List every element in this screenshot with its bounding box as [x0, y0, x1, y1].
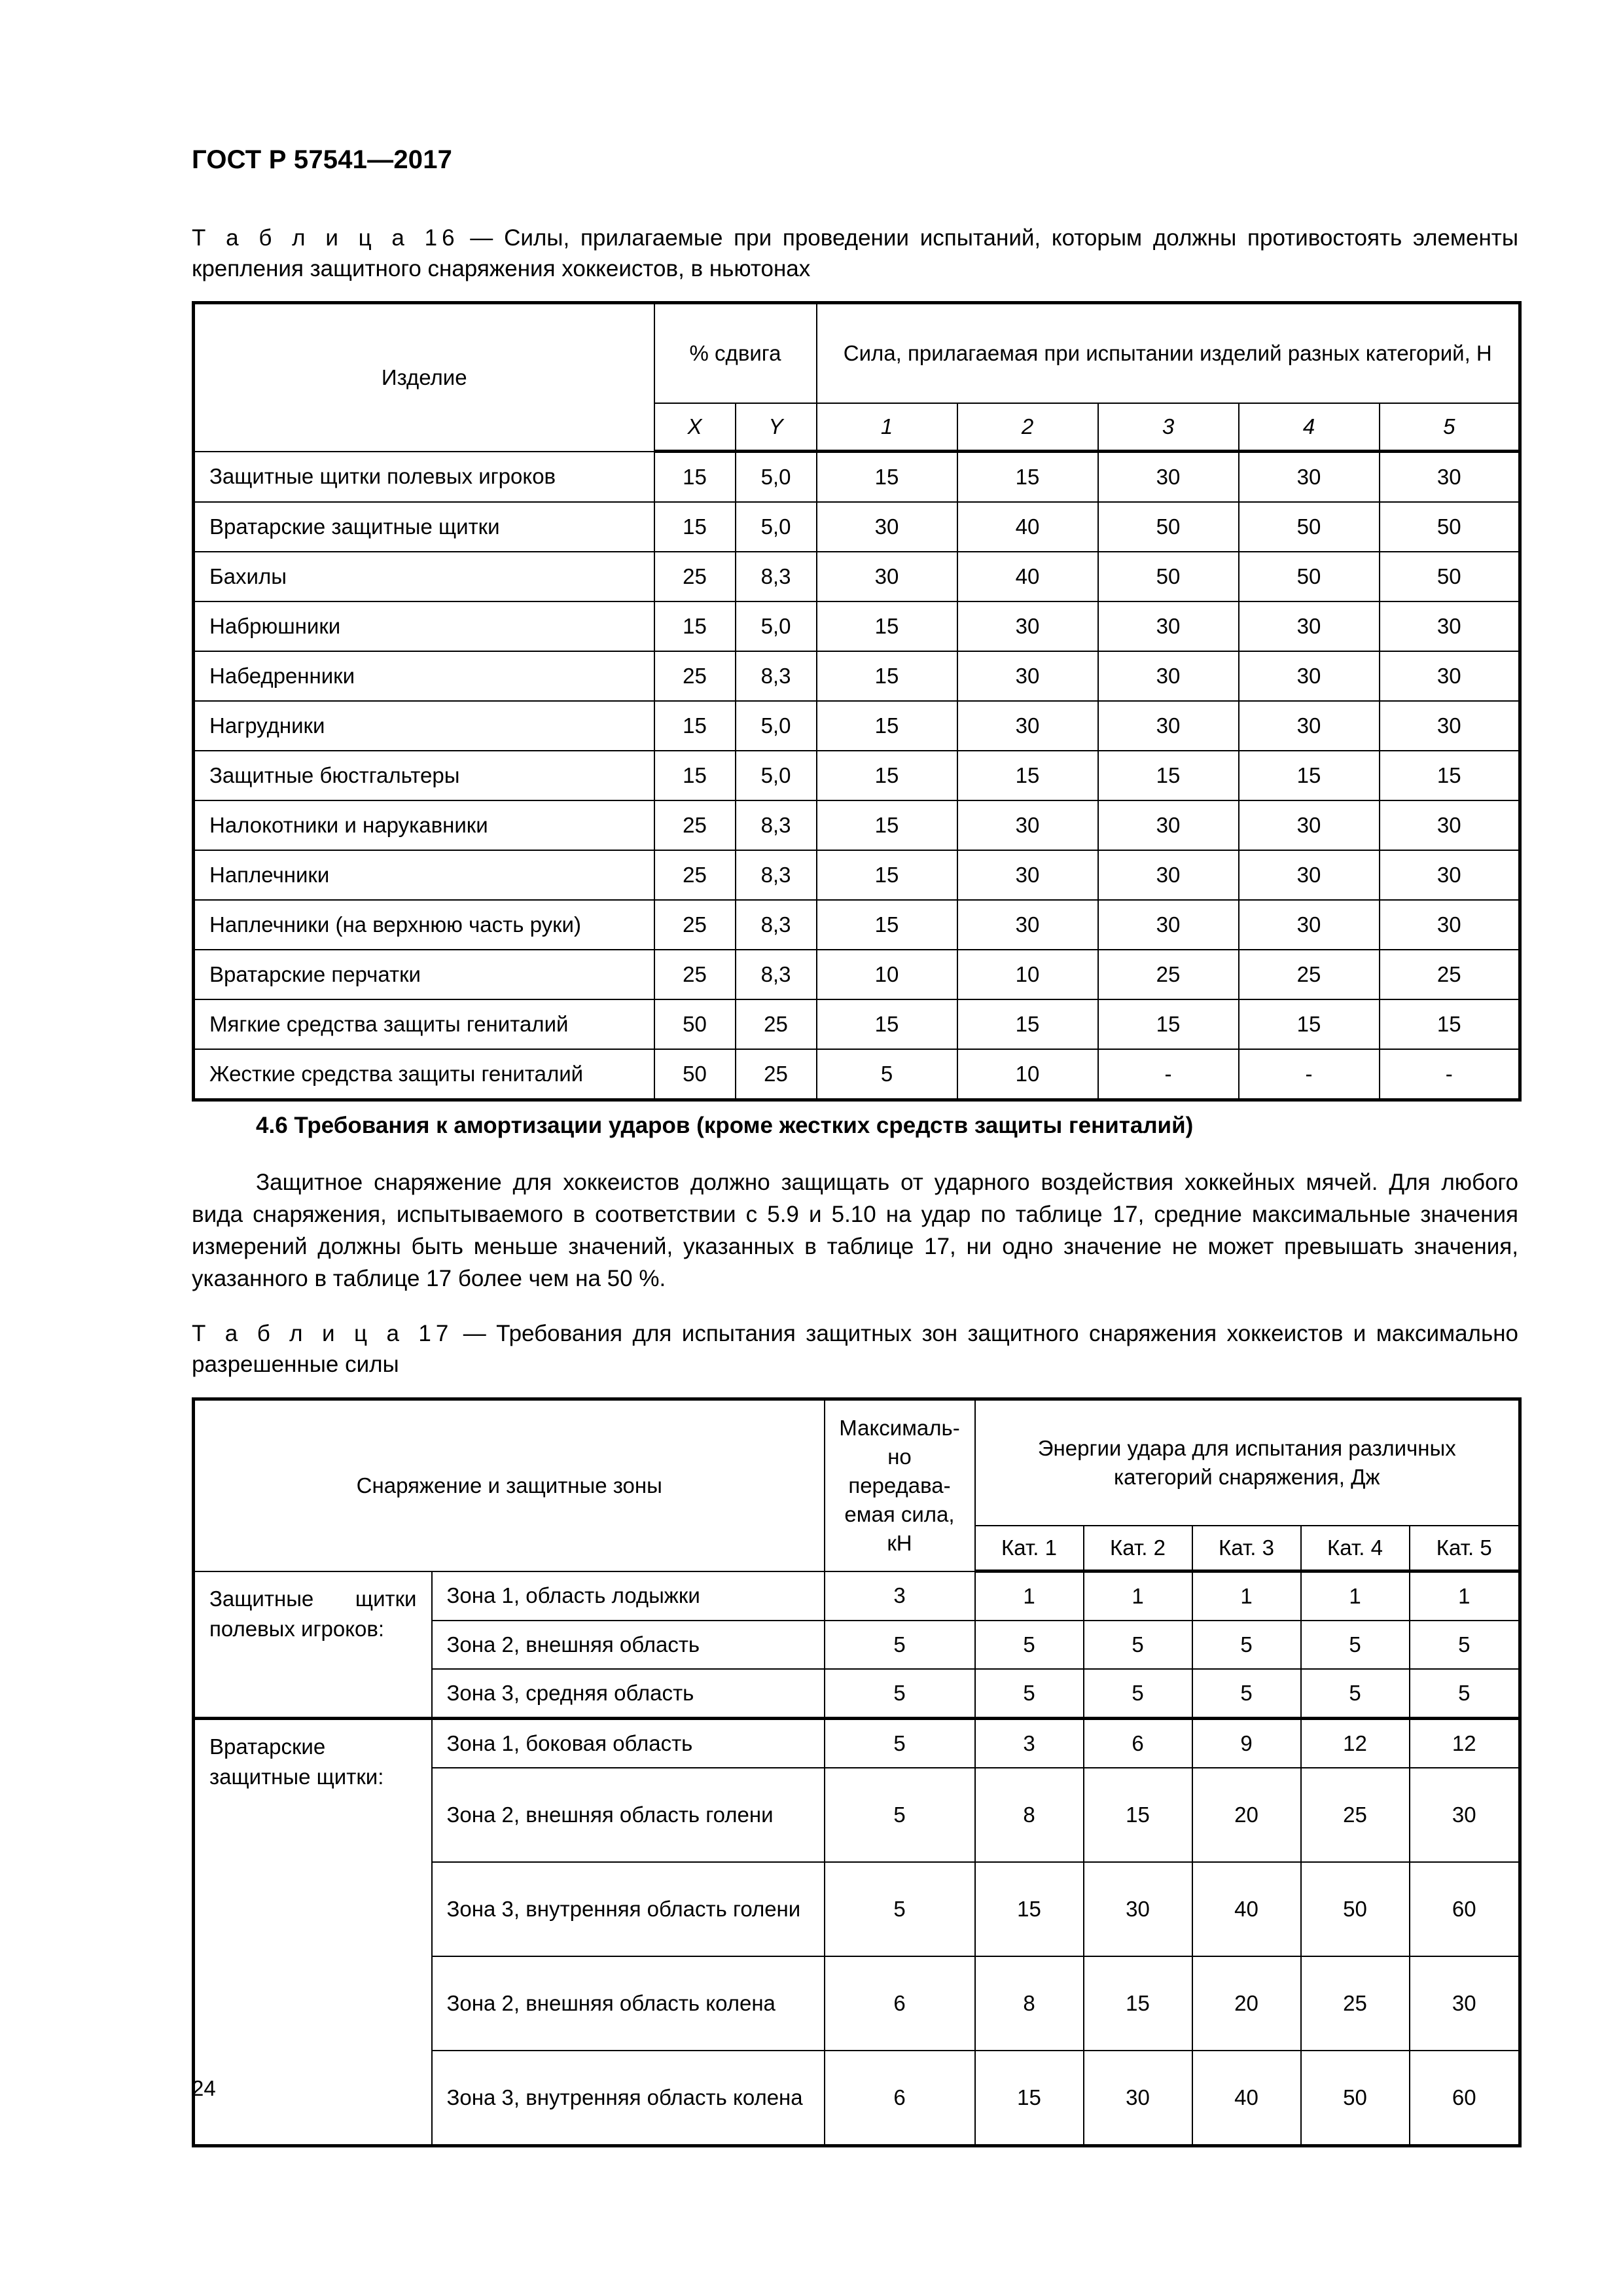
table17-header-max-force: Максималь-но передава-емая сила, кН [825, 1399, 975, 1571]
table17-caption-dash: — [453, 1321, 497, 1346]
table16-cell-shift-x: 25 [654, 850, 736, 900]
table17-cell-max-force: 6 [825, 1956, 975, 2051]
table16-cell-product: Защитные щитки полевых игроков [194, 452, 654, 503]
table17-cell-cat2: 15 [1084, 1956, 1192, 2051]
table16-cell-cat3: 30 [1098, 601, 1239, 651]
table17-cell-equipment-group: Защитные щитки полевых игроков: [194, 1571, 432, 1719]
table16-cell-cat4: 30 [1239, 452, 1380, 503]
table16-cell-cat5: 50 [1380, 552, 1520, 601]
table16-cell-shift-x: 50 [654, 1049, 736, 1100]
table16-cell-cat4: 30 [1239, 701, 1380, 751]
table17-cell-cat5: 30 [1410, 1956, 1520, 2051]
table16-cell-cat5: 30 [1380, 452, 1520, 503]
table17-cell-cat1: 1 [975, 1571, 1084, 1621]
table17-cell-cat3: 40 [1192, 1862, 1301, 1956]
table16-caption-label: Т а б л и ц а 16 [192, 225, 459, 251]
table16-cell-shift-y: 8,3 [736, 651, 817, 701]
table17-cell-cat1: 3 [975, 1719, 1084, 1768]
table17-cell-cat2: 1 [1084, 1571, 1192, 1621]
table16-cell-shift-y: 8,3 [736, 552, 817, 601]
table16-cell-cat1: 15 [817, 452, 957, 503]
table16-cell-product: Защитные бюстгальтеры [194, 751, 654, 800]
table17-cell-cat1: 15 [975, 2051, 1084, 2146]
table16-cell-cat1: 10 [817, 950, 957, 999]
table16-cell-product: Налокотники и нарукавники [194, 800, 654, 850]
table16-cell-cat5: - [1380, 1049, 1520, 1100]
table16-cell-product: Бахилы [194, 552, 654, 601]
table16-cell-cat2: 40 [957, 552, 1098, 601]
table17-cell-cat5: 60 [1410, 1862, 1520, 1956]
table17-header-energy: Энергии удара для испытания различных категорий снаряжения, Дж [975, 1399, 1520, 1526]
table16-cell-shift-x: 15 [654, 452, 736, 503]
table17-cell-max-force: 3 [825, 1571, 975, 1621]
table16-cell-shift-y: 5,0 [736, 502, 817, 552]
table16-cell-cat1: 30 [817, 552, 957, 601]
table16-header-force: Сила, прилагаемая при испытании изделий разных категорий, Н [817, 303, 1520, 404]
table16-cell-cat3: 30 [1098, 850, 1239, 900]
table17-cell-cat5: 30 [1410, 1768, 1520, 1862]
table17-cell-cat2: 5 [1084, 1669, 1192, 1719]
table16-cell-product: Набедренники [194, 651, 654, 701]
table17-cell-max-force: 6 [825, 2051, 975, 2146]
table16-cell-shift-x: 50 [654, 999, 736, 1049]
table-row [194, 701, 1520, 751]
table16-caption-text: Силы, прилагаемые при проведении испытаний, которым должны противостоять элементы крепления защитного снаряжения хоккеистов, в ньютонах [192, 225, 1518, 281]
section-4-6-heading-container [192, 1110, 1518, 1141]
table16-cell-cat5: 30 [1380, 900, 1520, 950]
table16-cell-cat3: 15 [1098, 999, 1239, 1049]
table17-cell-zone: Зона 1, область лодыжки [432, 1571, 825, 1621]
table17-cell-cat3: 20 [1192, 1956, 1301, 2051]
table16-cell-cat2: 30 [957, 900, 1098, 950]
table16-subheader-cat3: 3 [1098, 403, 1239, 452]
table16-cell-cat1: 15 [817, 751, 957, 800]
table16-cell-shift-x: 25 [654, 900, 736, 950]
table-row [194, 502, 1520, 552]
table16-cell-cat4: 30 [1239, 900, 1380, 950]
table16-cell-shift-y: 5,0 [736, 701, 817, 751]
table16-cell-shift-x: 25 [654, 950, 736, 999]
table-row [194, 1719, 1520, 1768]
table16-cell-cat3: 50 [1098, 502, 1239, 552]
table-row [194, 1571, 1520, 1621]
table16-caption [192, 223, 1518, 284]
table16-cell-shift-y: 5,0 [736, 751, 817, 800]
table16-header-row-main [194, 303, 1520, 404]
table16-cell-shift-y: 8,3 [736, 900, 817, 950]
table16-cell-cat5: 30 [1380, 850, 1520, 900]
table16-cell-cat2: 30 [957, 651, 1098, 701]
table17-caption-text: Требования для испытания защитных зон защитного снаряжения хоккеистов и максимально разрешенные силы [192, 1321, 1518, 1377]
table16-cell-product: Вратарские защитные щитки [194, 502, 654, 552]
table16-cell-cat3: 15 [1098, 751, 1239, 800]
table16-cell-cat4: 30 [1239, 651, 1380, 701]
table16-cell-shift-x: 15 [654, 701, 736, 751]
table16-cell-cat1: 15 [817, 601, 957, 651]
table17-cell-cat4: 5 [1301, 1669, 1410, 1719]
table16-header-product: Изделие [194, 303, 654, 452]
table16-cell-cat5: 25 [1380, 950, 1520, 999]
table16-cell-shift-y: 8,3 [736, 950, 817, 999]
table17-cell-cat4: 1 [1301, 1571, 1410, 1621]
table17-cell-cat3: 5 [1192, 1621, 1301, 1669]
table17-subheader-cat5: Кат. 5 [1410, 1526, 1520, 1571]
table16-cell-cat4: 50 [1239, 552, 1380, 601]
table16-cell-cat5: 30 [1380, 601, 1520, 651]
table17-cell-cat5: 1 [1410, 1571, 1520, 1621]
table17-cell-cat2: 30 [1084, 1862, 1192, 1956]
table17-cell-cat4: 12 [1301, 1719, 1410, 1768]
section-4-6-heading: 4.6 Требования к амортизации ударов (кроме жестких средств защиты гениталий) [256, 1113, 1194, 1138]
table17-header-row-main [194, 1399, 1520, 1526]
table17-cell-zone: Зона 2, внешняя область голени [432, 1768, 825, 1862]
table17-header-equipment-zones: Снаряжение и защитные зоны [194, 1399, 825, 1571]
page-number: 24 [192, 2076, 216, 2100]
table-row [194, 452, 1520, 503]
table17-cell-cat1: 8 [975, 1768, 1084, 1862]
table17-cell-cat4: 50 [1301, 1862, 1410, 1956]
table16-cell-cat3: 30 [1098, 452, 1239, 503]
table16-cell-shift-x: 25 [654, 552, 736, 601]
table17-cell-cat3: 9 [1192, 1719, 1301, 1768]
table16-cell-cat1: 15 [817, 999, 957, 1049]
table-row [194, 850, 1520, 900]
table-row [194, 800, 1520, 850]
table16-cell-cat1: 15 [817, 900, 957, 950]
table16-cell-cat3: 30 [1098, 701, 1239, 751]
table16-cell-cat3: - [1098, 1049, 1239, 1100]
table16-cell-product: Мягкие средства защиты гениталий [194, 999, 654, 1049]
table16-cell-cat5: 50 [1380, 502, 1520, 552]
table16-cell-cat4: - [1239, 1049, 1380, 1100]
table16-header-shift-percent: % сдвига [654, 303, 817, 404]
table16-cell-shift-y: 8,3 [736, 800, 817, 850]
table16-cell-shift-x: 25 [654, 800, 736, 850]
table16-cell-cat2: 10 [957, 950, 1098, 999]
table-row [194, 999, 1520, 1049]
table17-cell-cat2: 30 [1084, 2051, 1192, 2146]
table17-cell-max-force: 5 [825, 1621, 975, 1669]
table17-cell-cat1: 8 [975, 1956, 1084, 2051]
table17-subheader-cat4: Кат. 4 [1301, 1526, 1410, 1571]
table-row [194, 950, 1520, 999]
table16-cell-cat2: 30 [957, 850, 1098, 900]
table17-cell-max-force: 5 [825, 1669, 975, 1719]
table16-cell-cat5: 15 [1380, 751, 1520, 800]
table-row [194, 651, 1520, 701]
table17-cell-zone: Зона 3, внутренняя область колена [432, 2051, 825, 2146]
table16-cell-cat4: 30 [1239, 850, 1380, 900]
table17-cell-cat4: 5 [1301, 1621, 1410, 1669]
table16-cell-cat3: 50 [1098, 552, 1239, 601]
table17-caption-label: Т а б л и ц а 17 [192, 1321, 454, 1346]
table16-cell-product: Жесткие средства защиты гениталий [194, 1049, 654, 1100]
table17-cell-zone: Зона 3, средняя область [432, 1669, 825, 1719]
table17-cell-max-force: 5 [825, 1862, 975, 1956]
table16-subheader-cat4: 4 [1239, 403, 1380, 452]
table16-cell-cat2: 15 [957, 452, 1098, 503]
table17-body [194, 1571, 1520, 2146]
table17-cell-equipment-group: Вратарские защитные щитки: [194, 1719, 432, 2146]
table17 [192, 1397, 1522, 2147]
table16-cell-cat1: 15 [817, 850, 957, 900]
table16-cell-product: Наплечники (на верхнюю часть руки) [194, 900, 654, 950]
table17-cell-cat4: 50 [1301, 2051, 1410, 2146]
table17-cell-zone: Зона 1, боковая область [432, 1719, 825, 1768]
table16-cell-cat4: 15 [1239, 751, 1380, 800]
table16-caption-dash: — [459, 225, 505, 251]
table16-body [194, 452, 1520, 1100]
section-4-6-paragraph: Защитное снаряжение для хоккеистов должно защищать от ударного воздействия хоккейных мячей. Для любого вида снаряжения, испытываемого в соответствии с 5.9 и 5.10 на удар по таблице 17, средние максимальные значения измерений должны быть меньше значений, указанных в таблице 17, ни одно значение не может превышать значения, указанного в таблице 17 более чем на 50 %. [192, 1170, 1518, 1291]
table16 [192, 301, 1522, 1102]
table17-cell-cat5: 60 [1410, 2051, 1520, 2146]
table16-cell-cat1: 15 [817, 800, 957, 850]
table17-cell-cat2: 15 [1084, 1768, 1192, 1862]
table16-cell-cat5: 30 [1380, 800, 1520, 850]
document-standard-header: ГОСТ Р 57541—2017 [192, 145, 453, 174]
table16-cell-cat1: 15 [817, 701, 957, 751]
table16-cell-cat3: 30 [1098, 651, 1239, 701]
table16-cell-shift-x: 15 [654, 751, 736, 800]
table16-cell-product: Наплечники [194, 850, 654, 900]
table17-cell-zone: Зона 2, внешняя область колена [432, 1956, 825, 2051]
table16-cell-cat4: 30 [1239, 601, 1380, 651]
table17-cell-max-force: 5 [825, 1719, 975, 1768]
table17-subheader-cat2: Кат. 2 [1084, 1526, 1192, 1571]
table-row [194, 751, 1520, 800]
table17-cell-cat3: 5 [1192, 1669, 1301, 1719]
table17-caption [192, 1318, 1518, 1380]
table17-cell-cat5: 5 [1410, 1621, 1520, 1669]
table17-cell-max-force: 5 [825, 1768, 975, 1862]
table17-cell-cat3: 1 [1192, 1571, 1301, 1621]
table16-cell-cat2: 40 [957, 502, 1098, 552]
table17-cell-cat2: 6 [1084, 1719, 1192, 1768]
table16-subheader-y: Y [736, 403, 817, 452]
table16-cell-cat1: 15 [817, 651, 957, 701]
table16-cell-product: Вратарские перчатки [194, 950, 654, 999]
table16-cell-cat2: 30 [957, 701, 1098, 751]
table16-cell-cat3: 30 [1098, 800, 1239, 850]
table16-cell-cat3: 25 [1098, 950, 1239, 999]
table17-container [192, 1397, 1518, 2147]
table16-cell-shift-y: 5,0 [736, 601, 817, 651]
table16-subheader-cat2: 2 [957, 403, 1098, 452]
table16-cell-cat5: 30 [1380, 701, 1520, 751]
table17-subheader-cat1: Кат. 1 [975, 1526, 1084, 1571]
table16-cell-cat3: 30 [1098, 900, 1239, 950]
table17-subheader-cat3: Кат. 3 [1192, 1526, 1301, 1571]
table16-cell-product: Набрюшники [194, 601, 654, 651]
table-row [194, 552, 1520, 601]
table16-cell-shift-y: 25 [736, 999, 817, 1049]
table17-cell-cat5: 5 [1410, 1669, 1520, 1719]
table-row [194, 900, 1520, 950]
table16-cell-cat5: 30 [1380, 651, 1520, 701]
table16-container [192, 301, 1518, 1102]
table16-cell-cat2: 30 [957, 800, 1098, 850]
table17-cell-cat3: 20 [1192, 1768, 1301, 1862]
table17-cell-cat1: 5 [975, 1621, 1084, 1669]
section-4-6-paragraph-container [192, 1166, 1518, 1295]
table16-cell-shift-y: 25 [736, 1049, 817, 1100]
table16-cell-shift-x: 15 [654, 601, 736, 651]
table16-cell-cat1: 30 [817, 502, 957, 552]
table17-cell-cat3: 40 [1192, 2051, 1301, 2146]
table16-subheader-cat1: 1 [817, 403, 957, 452]
table17-cell-cat1: 15 [975, 1862, 1084, 1956]
table16-cell-cat4: 15 [1239, 999, 1380, 1049]
table-row [194, 1049, 1520, 1100]
table16-cell-shift-y: 8,3 [736, 850, 817, 900]
table16-cell-shift-x: 15 [654, 502, 736, 552]
table16-cell-shift-x: 25 [654, 651, 736, 701]
table-row [194, 601, 1520, 651]
table16-subheader-x: X [654, 403, 736, 452]
table16-cell-shift-y: 5,0 [736, 452, 817, 503]
table16-cell-product: Нагрудники [194, 701, 654, 751]
table17-cell-cat2: 5 [1084, 1621, 1192, 1669]
table16-cell-cat2: 15 [957, 751, 1098, 800]
table17-cell-zone: Зона 2, внешняя область [432, 1621, 825, 1669]
table16-cell-cat4: 50 [1239, 502, 1380, 552]
table17-cell-cat4: 25 [1301, 1768, 1410, 1862]
table16-cell-cat2: 15 [957, 999, 1098, 1049]
table16-cell-cat4: 30 [1239, 800, 1380, 850]
table17-cell-cat1: 5 [975, 1669, 1084, 1719]
table17-cell-cat4: 25 [1301, 1956, 1410, 2051]
table16-cell-cat4: 25 [1239, 950, 1380, 999]
table16-cell-cat2: 30 [957, 601, 1098, 651]
table16-cell-cat5: 15 [1380, 999, 1520, 1049]
table16-cell-cat2: 10 [957, 1049, 1098, 1100]
table17-cell-zone: Зона 3, внутренняя область голени [432, 1862, 825, 1956]
table16-subheader-cat5: 5 [1380, 403, 1520, 452]
table16-cell-cat1: 5 [817, 1049, 957, 1100]
table17-cell-cat5: 12 [1410, 1719, 1520, 1768]
